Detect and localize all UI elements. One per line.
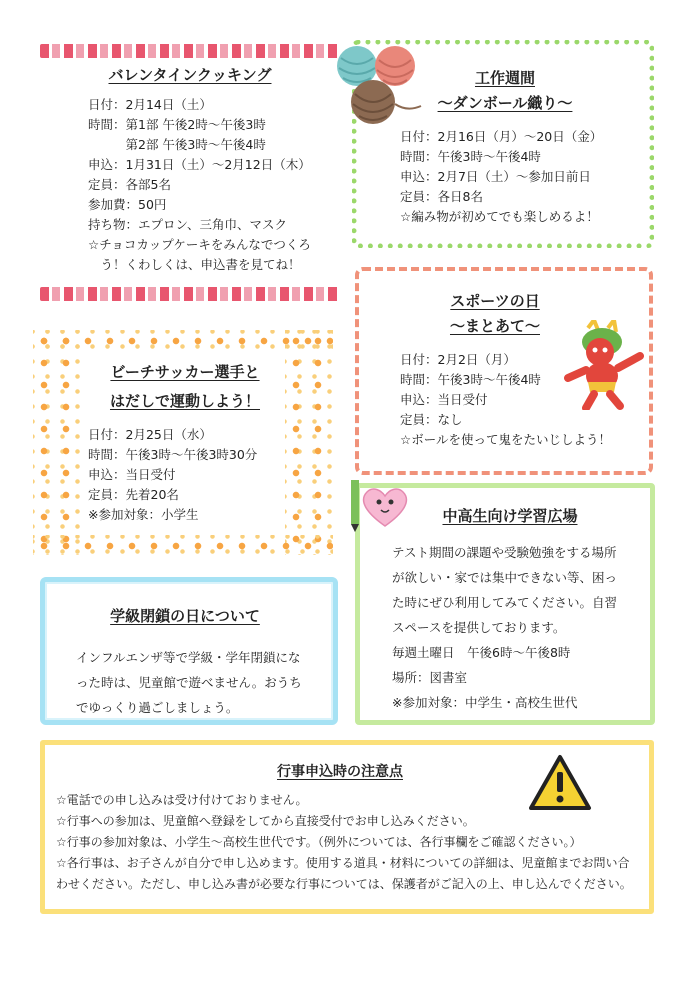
valentine-line: ☆チョコカップケーキをみんなでつくろ xyxy=(88,237,311,252)
craft-line: ☆編み物が初めてでも楽しめるよ！ xyxy=(400,209,599,224)
notice-line: ☆各行事は、お子さんが自分で申し込めます。使用する道具・材料についての詳細は、児童館までお問い合 xyxy=(56,856,630,870)
closure-line: インフルエンザ等で学級・学年閉鎖にな xyxy=(76,650,301,665)
craft-body xyxy=(400,127,602,227)
valentine-line: 参加費：50円 xyxy=(88,197,167,212)
valentine-title: バレンタインクッキング xyxy=(108,66,272,84)
soccer-title-1: ビーチサッカー選手と xyxy=(110,363,260,381)
study-line: 場所：図書室 xyxy=(392,670,468,685)
orange-dots-top xyxy=(33,330,333,352)
sports-line: 定員：なし xyxy=(400,412,463,427)
orange-dots-right xyxy=(285,330,335,555)
craft-line: 定員：各日8名 xyxy=(400,189,483,204)
sports-title: スポーツの日 xyxy=(450,292,540,310)
craft-line: 申込：2月7日（土）～参加日前日 xyxy=(400,169,591,184)
soccer-body xyxy=(88,425,257,525)
notice-line: ☆行事への参加は、児童館へ登録をしてから直接受付でお申し込みください。 xyxy=(56,814,475,828)
study-line: が欲しい・家では集中できない等、困っ xyxy=(392,570,618,585)
study-line: スペースを提供しております。 xyxy=(392,620,566,635)
study-line: た時にぜひ利用してみてください。自習 xyxy=(392,595,618,610)
orange-dots-bottom xyxy=(33,535,333,557)
valentine-line: 定員：各部5名 xyxy=(88,177,171,192)
closure-body xyxy=(76,645,302,720)
closure-line: でゆっくり過ごしましょう。 xyxy=(76,700,239,715)
study-title: 中高生向け学習広場 xyxy=(442,507,578,525)
soccer-line: 日付：2月25日（水） xyxy=(88,427,212,442)
craft-subtitle: ～ダンボール織り～ xyxy=(437,94,573,112)
notice-line: ☆行事の参加対象は、小学生～高校生世代です。（例外については、各行事欄をご確認ください。） xyxy=(56,835,582,849)
valentine-body xyxy=(88,95,311,275)
notice-body xyxy=(56,790,632,895)
sports-subtitle: ～まとあて～ xyxy=(449,317,540,335)
notice-line: わせください。ただし、申し込み書が必要な行事については、保護者がご記入の上、申し込んでください。 xyxy=(56,877,632,891)
yarn-balls-icon xyxy=(333,40,428,130)
valentine-line: 申込：1月31日（土）～2月12日（木） xyxy=(88,157,311,172)
sports-line: 時間：午後3時～午後4時 xyxy=(400,372,541,387)
valentine-line: 時間：第1部 午後2時～午後3時 xyxy=(88,117,266,132)
valentine-line: 日付：2月14日（土） xyxy=(88,97,212,112)
soccer-line: ※参加対象：小学生 xyxy=(88,507,199,522)
soccer-line: 申込：当日受付 xyxy=(88,467,176,482)
study-line: ※参加対象：中学生・高校生世代 xyxy=(392,695,578,710)
soccer-title-2: はだしで運動しよう！ xyxy=(109,392,260,410)
valentine-line: 持ち物：エプロン、三角巾、マスク xyxy=(88,217,288,232)
heart-pencil-icon xyxy=(345,478,415,538)
orange-dots-left xyxy=(33,330,83,555)
sports-line: ☆ボールを使って鬼をたいじしよう！ xyxy=(400,432,611,447)
sports-line: 申込：当日受付 xyxy=(400,392,488,407)
gift-border-icon xyxy=(40,287,340,301)
study-body xyxy=(392,540,617,715)
gift-border-icon xyxy=(40,44,340,58)
sports-line: 日付：2月2日（月） xyxy=(400,352,516,367)
craft-line: 日付：2月16日（月）～20日（金） xyxy=(400,129,603,144)
valentine-line: 第2部 午後3時～午後4時 xyxy=(88,137,266,152)
notice-title: 行事申込時の注意点 xyxy=(277,764,403,780)
closure-title: 学級閉鎖の日について xyxy=(110,607,260,625)
craft-title: 工作週間 xyxy=(474,69,535,87)
craft-line: 時間：午後3時～午後4時 xyxy=(400,149,541,164)
soccer-line: 定員：先着20名 xyxy=(88,487,179,502)
soccer-line: 時間：午後3時～午後3時30分 xyxy=(88,447,258,462)
study-line: テスト期間の課題や受験勉強をする場所 xyxy=(392,545,617,560)
sports-body xyxy=(400,350,611,450)
valentine-line: う！くわしくは、申込書を見てね！ xyxy=(88,257,301,272)
notice-line: ☆電話での申し込みは受け付けておりません。 xyxy=(56,793,308,807)
closure-line: った時は、児童館で遊べません。おうち xyxy=(76,675,302,690)
study-line: 毎週土曜日 午後6時～午後8時 xyxy=(392,645,571,660)
